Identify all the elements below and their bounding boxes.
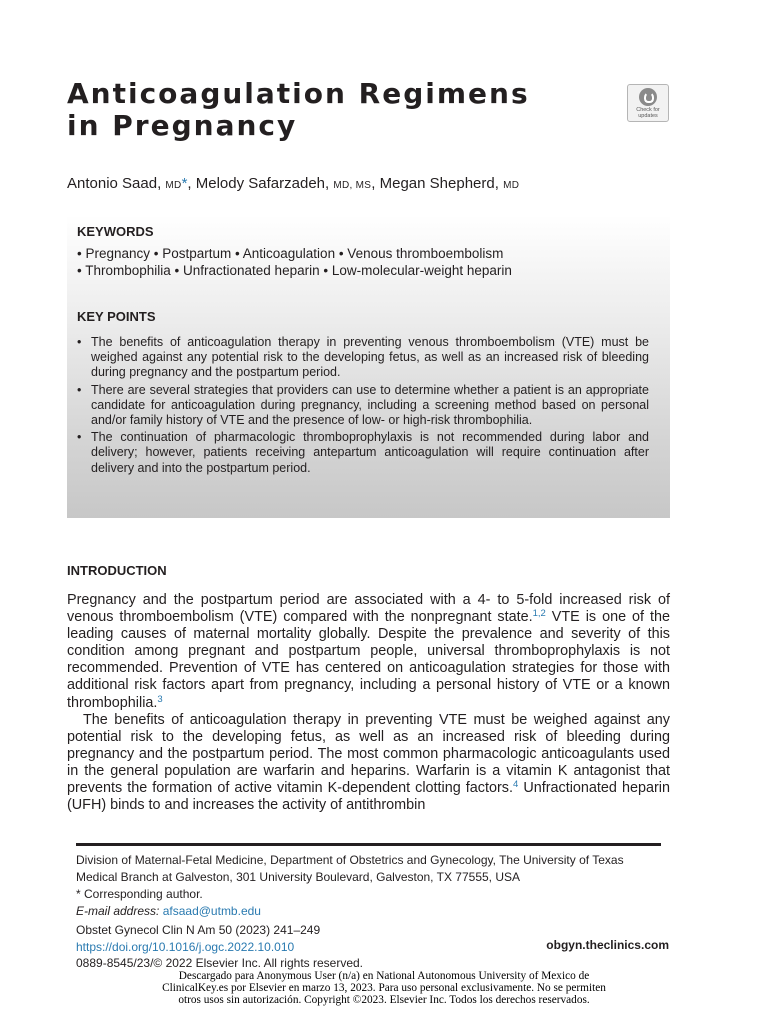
article-title: [67, 78, 607, 142]
intro-p1-text-b: VTE is one of the leading causes of maternal mortality globally. Despite the prevalence and severity of this condition among pregnant and postpartum people, universal thromboprophylaxis is not recommended. Prevention of VTE has centered on anticoagulation strategies for those with additional risk factors apart from pregnancy, including a personal history of VTE or a known thrombophilia.: [67, 609, 671, 711]
author-separator: ,: [371, 175, 376, 192]
badge-text-2: updates: [638, 113, 658, 119]
title-line-2: in Pregnancy: [67, 109, 298, 142]
author-3-name: Megan Shepherd,: [379, 175, 499, 192]
key-point-item: • The continuation of pharmacologic thromboprophylaxis is not recommended during labor and delivery; however, patients receiving antepartum anticoagulation will require continuation after delivery and into the postpartum period.: [77, 430, 649, 476]
doi-link[interactable]: https://doi.org/10.1016/j.ogc.2022.10.010: [76, 939, 295, 954]
intro-paragraph-2: [67, 712, 670, 815]
copyright-line: 0889-8545/23/© 2022 Elsevier Inc. All rights reserved.: [76, 956, 364, 970]
citation-link[interactable]: 3: [157, 693, 163, 705]
email-label: E-mail address:: [76, 904, 160, 918]
author-1-name: Antonio Saad,: [67, 175, 162, 192]
journal-info: [76, 922, 363, 972]
affiliation-text: Division of Maternal-Fetal Medicine, Department of Obstetrics and Gynecology, The University of Texas Medical Branch at Galveston, 301 University Boulevard, Galveston, TX 77555, USA: [76, 853, 624, 884]
author-separator: ,: [187, 175, 192, 192]
citation-link[interactable]: 4: [512, 779, 519, 791]
journal-citation: Obstet Gynecol Clin N Am 50 (2023) 241–249: [76, 923, 321, 937]
intro-paragraph-1: [67, 592, 670, 712]
corresponding-author-mark[interactable]: *: [181, 175, 188, 192]
email-line: [76, 903, 666, 920]
author-3-degree: MD: [503, 180, 520, 191]
author-2-degree: MD, MS: [333, 180, 372, 191]
key-points-list: [77, 335, 649, 478]
introduction-heading: INTRODUCTION: [67, 563, 167, 578]
download-notice: Descargado para Anonymous User (n/a) en National Autonomous University of Mexico de ClinicalKey.es por Elsevier en marzo 13, 2023. Para uso personal exclusivamente. No se permiten otros usos sin autorización. Copyright ©2023. Elsevier Inc. Todos los derechos reservados.: [162, 970, 606, 1006]
author-2-name: Melody Safarzadeh,: [195, 175, 330, 192]
key-point-item: • There are several strategies that providers can use to determine whether a patient is an appropriate candidate for anticoagulation during pregnancy, including a screening method based on personal and/or family history of VTE and the presence of low- or high-risk thrombophilia.: [77, 383, 649, 429]
introduction-body: [67, 592, 670, 814]
key-point-item: • The benefits of anticoagulation therapy in preventing venous thromboembolism (VTE) must be weighed against any potential risk to the developing fetus, as well as an increased risk of bleeding during pregnancy and the postpartum period.: [77, 335, 649, 381]
footnote-divider: [76, 843, 661, 846]
intro-p1-text-a: Pregnancy and the postpartum period are associated with a 4- to 5-fold increased risk of venous thromboembolism (VTE) compared with the nonpregnant state.: [67, 592, 670, 626]
keywords-keypoints-panel: [67, 215, 670, 518]
key-points-heading: KEY POINTS: [77, 309, 156, 324]
corresponding-author-note: * Corresponding author.: [76, 887, 203, 901]
keywords-heading: KEYWORDS: [77, 224, 154, 239]
check-for-updates-badge[interactable]: [627, 84, 669, 122]
check-for-updates-icon: [639, 88, 657, 106]
keywords-line-1: • Pregnancy • Postpartum • Anticoagulation • Venous thromboembolism: [77, 246, 504, 261]
author-1-degree: MD: [165, 180, 182, 191]
intro-p2-text-a: The benefits of anticoagulation therapy in preventing VTE must be weighed against any potential risk to the developing fetus, as well as an increased risk of bleeding during pregnancy and the postpartum period. The most common pharmacologic anticoagulants used in the general population are warfarin and heparins. Warfarin is a vitamin K antagonist that prevents the formation of active vitamin K-dependent clotting factors.: [67, 711, 670, 797]
badge-text-1: Check for: [636, 107, 660, 113]
email-link[interactable]: afsaad@utmb.edu: [162, 904, 261, 918]
citation-link[interactable]: 1,2: [532, 608, 546, 620]
keywords-line-2: • Thrombophilia • Unfractionated heparin • Low-molecular-weight heparin: [77, 263, 512, 278]
intro-p2-text-b: Unfractionated heparin (UFH) binds to and increases the activity of antithrombin: [67, 780, 670, 814]
author-list: [67, 175, 519, 192]
affiliation-block: [76, 852, 666, 920]
title-line-1: Anticoagulation Regimens: [67, 77, 530, 110]
journal-website[interactable]: obgyn.theclinics.com: [546, 938, 669, 952]
